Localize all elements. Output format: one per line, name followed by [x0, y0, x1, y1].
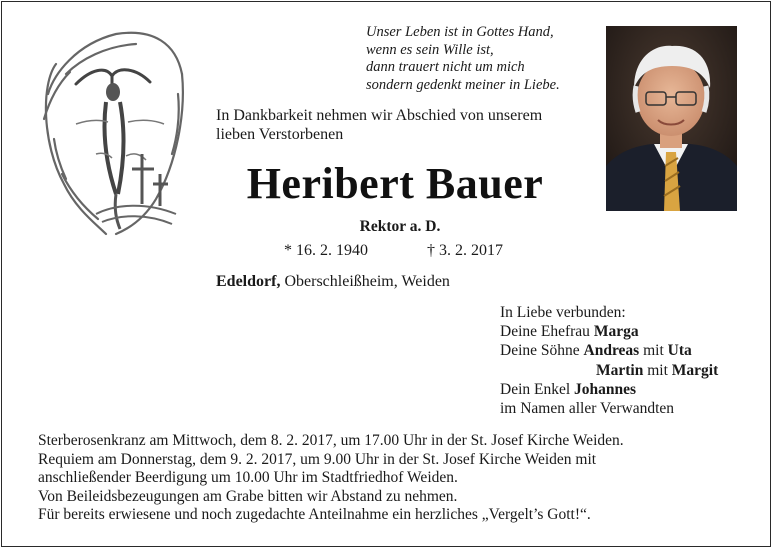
place-main: Edeldorf, — [216, 273, 281, 290]
intro-text — [216, 106, 596, 144]
intro-line: lieben Verstorbenen — [216, 126, 344, 143]
mourners-list — [500, 303, 750, 418]
motto-line: Unser Leben ist in Gottes Hand, — [366, 24, 554, 40]
footer-line: Requiem am Donnerstag, dem 9. 2. 2017, um 9.00 Uhr in der St. Josef Kirche Weiden mit — [38, 450, 597, 468]
intro-line: In Dankbarkeit nehmen wir Abschied von unserem — [216, 107, 543, 124]
grandchild-name: Johannes — [574, 380, 637, 398]
family-wife-line — [500, 322, 750, 341]
mit-word: mit — [643, 361, 672, 379]
wife-prefix: Deine Ehefrau — [500, 323, 594, 341]
partner2-name: Margit — [671, 361, 719, 379]
footer-line: Sterberosenkranz am Mittwoch, dem 8. 2. 2017, um 17.00 Uhr in der St. Josef Kirche Weiden. — [38, 432, 624, 449]
son1-name: Andreas — [583, 342, 640, 360]
footer-line: anschließender Beerdigung um 10.00 Uhr im Stadtfriedhof Weiden. — [38, 469, 458, 487]
motto-line: wenn es sein Wille ist, — [366, 41, 494, 58]
motto-line: dann trauert nicht um mich — [366, 59, 525, 75]
family-closing: im Namen aller Verwandten — [500, 400, 675, 418]
partner1-name: Uta — [667, 342, 692, 360]
deceased-name: Heribert Bauer — [246, 159, 544, 208]
service-details — [38, 432, 758, 525]
family-son1-line — [500, 341, 750, 360]
son2-name: Martin — [596, 361, 644, 379]
death-date: † 3. 2. 2017 — [427, 242, 503, 259]
deceased-title: Rektor a. D. — [359, 218, 441, 235]
family-son2-line — [500, 361, 750, 380]
wife-name: Marga — [593, 323, 639, 341]
footer-line: Von Beileidsbezeugungen am Grabe bitten wir Abstand zu nehmen. — [38, 487, 458, 505]
family-intro: In Liebe verbunden: — [500, 304, 626, 321]
places-line — [216, 273, 450, 291]
motto-verse — [366, 24, 596, 94]
place-others: Oberschleißheim, Weiden — [280, 273, 450, 290]
christ-cross-emblem — [36, 24, 188, 238]
grandchild-prefix: Dein Enkel — [500, 380, 575, 398]
birth-date: * 16. 2. 1940 — [284, 242, 368, 259]
sons-prefix: Deine Söhne — [500, 342, 584, 360]
mit-word: mit — [639, 342, 668, 360]
family-grandchild-line — [500, 380, 750, 399]
portrait-photo — [606, 26, 737, 211]
motto-line: sondern gedenkt meiner in Liebe. — [366, 76, 560, 93]
footer-line: Für bereits erwiesene und noch zugedachte Anteilnahme ein herzliches „Vergelt’s Gott!“. — [38, 506, 591, 524]
